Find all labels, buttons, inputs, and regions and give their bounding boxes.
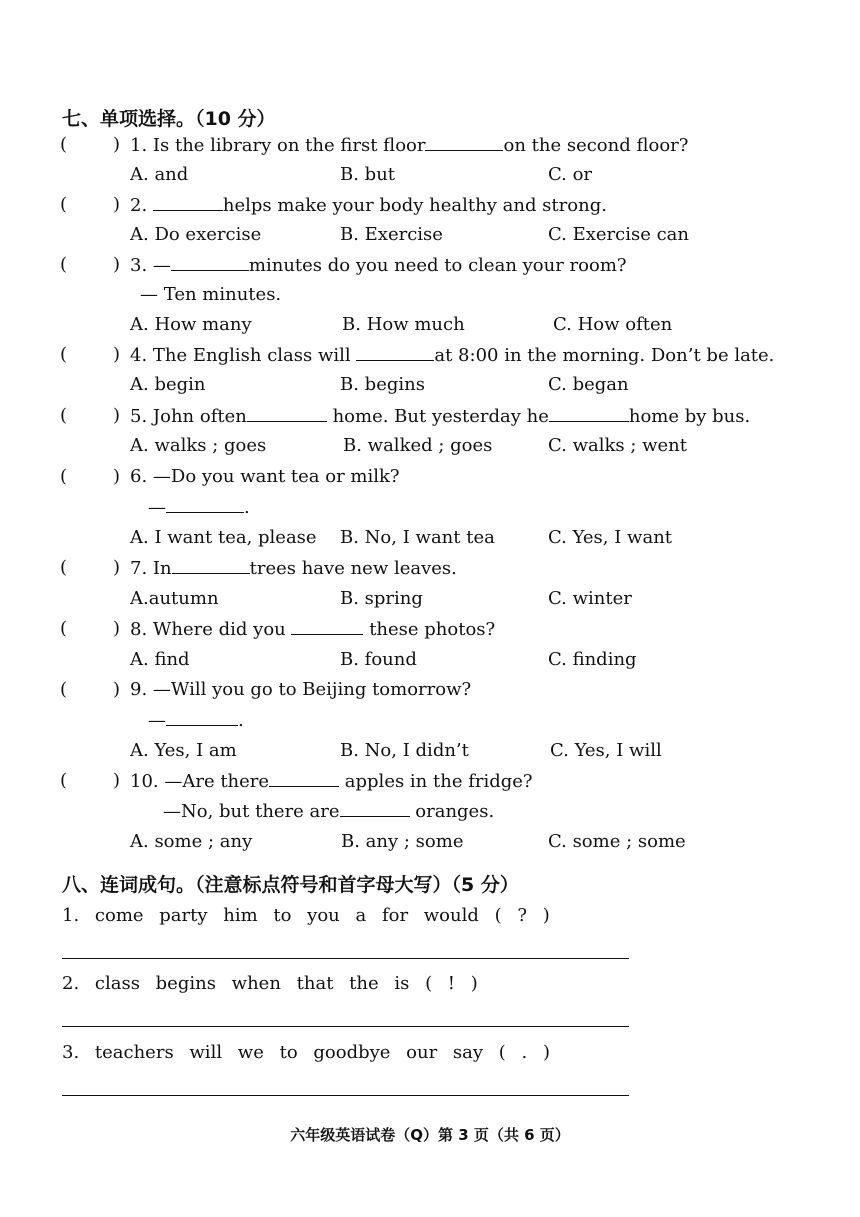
option-a: A.autumn [130,588,219,609]
fill-blank[interactable] [425,134,503,151]
answer-paren-close: ) [113,134,121,155]
answer-line-1[interactable] [62,958,629,959]
option-a: A. some ; any [130,831,253,852]
answer-paren-open: ( [60,194,68,215]
question-stem: 3. — minutes do you need to clean your room? [130,255,627,276]
option-b: B. begins [340,374,425,395]
page-footer: 六年级英语试卷（Q）第 3 页（共 6 页） [290,1126,570,1144]
option-b: B. but [340,164,396,185]
dialogue-reply: — Ten minutes. [140,284,282,305]
option-b: B. No, I didn’t [340,740,469,761]
option-a: A. find [130,649,190,670]
answer-paren-open: ( [60,618,68,639]
fill-blank[interactable] [171,254,249,271]
answer-paren-close: ) [113,254,121,275]
option-c: C. or [548,164,593,185]
reorder-item-3: 3. teachers will we to goodbye our say ( . ) [62,1042,550,1063]
dialogue-reply: — . [148,497,250,518]
answer-line-3[interactable] [62,1095,629,1096]
answer-paren-close: ) [113,466,121,487]
answer-paren-open: ( [60,679,68,700]
option-a: A. Yes, I am [130,740,237,761]
option-b: B. any ; some [341,831,464,852]
option-c: C. Yes, I want [548,527,673,548]
reorder-item-1: 1. come party him to you a for would ( ? ) [62,905,550,926]
reorder-item-2: 2. class begins when that the is ( ! ) [62,973,478,994]
option-b: B. Exercise [340,224,443,245]
fill-blank[interactable] [172,557,250,574]
fill-blank[interactable] [153,194,223,211]
question-stem: 10. —Are there apples in the fridge? [130,771,533,792]
section-7-title: 七、单项选择。（10 分） [62,108,276,130]
option-c: C. Yes, I will [550,740,662,761]
answer-paren-open: ( [60,344,68,365]
fill-blank[interactable] [291,618,363,635]
option-c: C. winter [548,588,632,609]
answer-paren-open: ( [60,405,68,426]
option-c: C. Exercise can [548,224,689,245]
option-c: C. finding [548,649,637,670]
option-b: B. No, I want tea [340,527,495,548]
answer-paren-close: ) [113,344,121,365]
question-stem: 4. The English class will at 8:00 in the morning. Don’t be late. [130,345,775,366]
option-a: A. Do exercise [130,224,262,245]
answer-paren-open: ( [60,770,68,791]
question-stem: 1. Is the library on the first floor on the second floor? [130,135,689,156]
option-b: B. found [340,649,417,670]
fill-blank[interactable] [269,770,339,787]
section-8-title: 八、连词成句。（注意标点符号和首字母大写）（5 分） [62,874,519,896]
option-c: C. some ; some [548,831,686,852]
option-b: B. walked ; goes [343,435,493,456]
option-a: A. I want tea, please [130,527,317,548]
option-a: A. begin [130,374,206,395]
question-stem: 2. helps make your body healthy and strong. [130,195,607,216]
option-c: C. walks ; went [548,435,688,456]
option-c: C. How often [553,314,673,335]
fill-blank[interactable] [166,709,238,726]
option-b: B. How much [342,314,465,335]
fill-blank[interactable] [356,344,434,361]
question-stem: 7. In trees have new leaves. [130,558,457,579]
answer-paren-open: ( [60,134,68,155]
answer-paren-open: ( [60,254,68,275]
fill-blank[interactable] [247,405,327,422]
answer-paren-close: ) [113,679,121,700]
question-stem: 8. Where did you these photos? [130,619,496,640]
dialogue-reply: —No, but there are oranges. [163,801,495,822]
option-b: B. spring [340,588,423,609]
option-a: A. walks ; goes [130,435,267,456]
answer-paren-close: ) [113,618,121,639]
option-c: C. began [548,374,629,395]
question-stem: 6. —Do you want tea or milk? [130,466,400,487]
fill-blank[interactable] [166,496,244,513]
answer-line-2[interactable] [62,1026,629,1027]
option-a: A. and [130,164,189,185]
answer-paren-close: ) [113,405,121,426]
fill-blank[interactable] [340,800,410,817]
question-stem: 5. John often home. But yesterday he home by bus. [130,406,751,427]
question-stem: 9. —Will you go to Beijing tomorrow? [130,679,472,700]
fill-blank[interactable] [549,405,629,422]
dialogue-reply: — . [148,710,244,731]
answer-paren-close: ) [113,194,121,215]
answer-paren-open: ( [60,466,68,487]
answer-paren-close: ) [113,770,121,791]
option-a: A. How many [130,314,252,335]
answer-paren-open: ( [60,557,68,578]
answer-paren-close: ) [113,557,121,578]
